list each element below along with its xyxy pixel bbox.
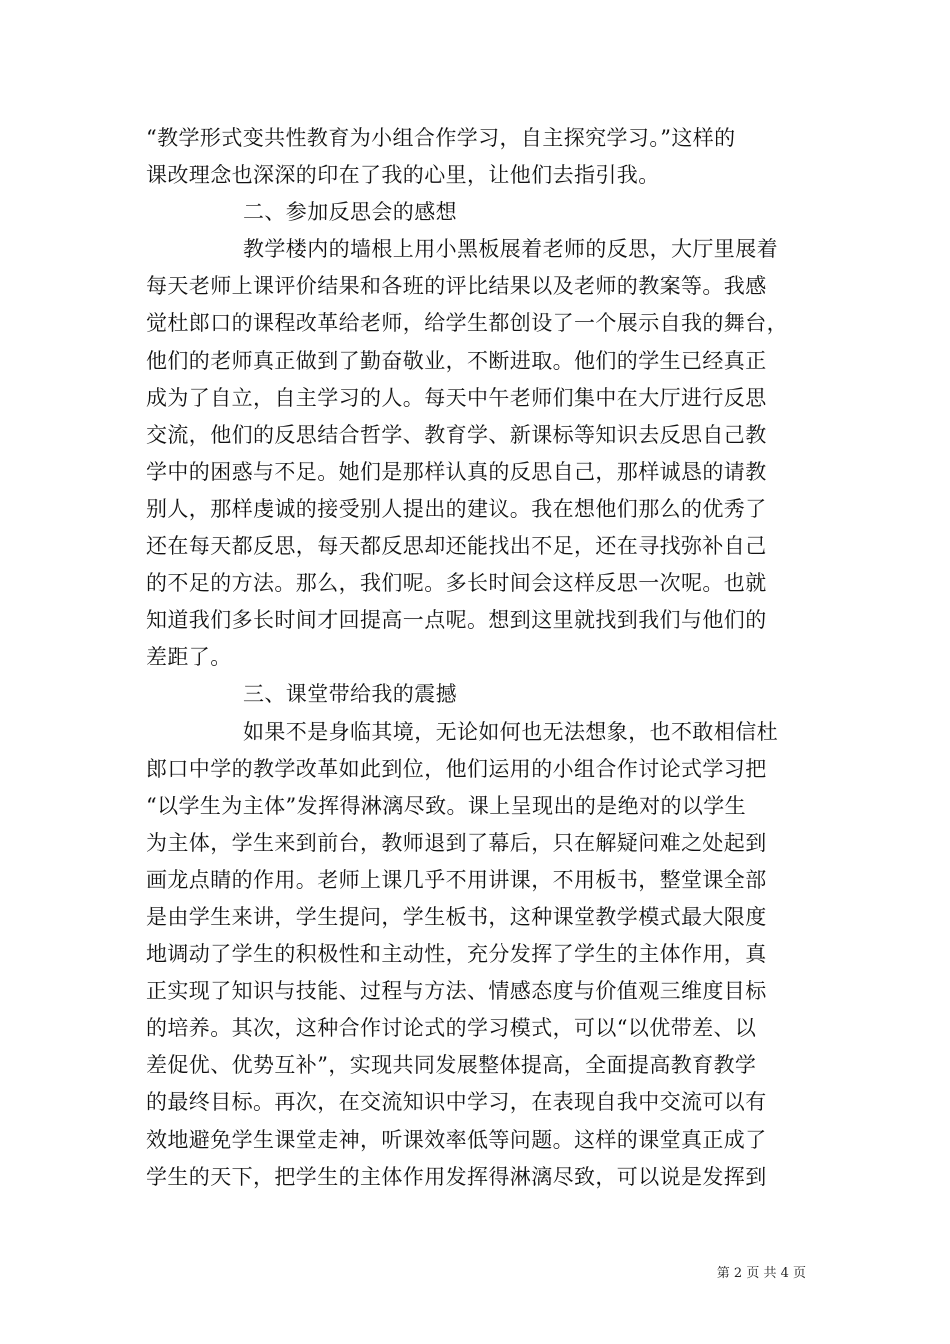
text-line: 郎口中学的教学改革如此到位，他们运用的小组合作讨论式学习把: [146, 756, 767, 781]
text-line: 效地避免学生课堂走神，听课效率低等问题。这样的课堂真正成了: [146, 1127, 767, 1152]
text-line: 的最终目标。再次，在交流知识中学习，在表现自我中交流可以有: [146, 1090, 767, 1115]
text-line: 是由学生来讲，学生提问，学生板书，这种课堂教学模式最大限度: [146, 904, 767, 929]
text-line: 地调动了学生的积极性和主动性，充分发挥了学生的主体作用，真: [146, 942, 767, 967]
text-line: 每天老师上课评价结果和各班的评比结果以及老师的教案等。我感: [146, 274, 767, 299]
section-heading: 二、参加反思会的感想: [243, 200, 457, 225]
text-line: 别人，那样虔诚的接受别人提出的建议。我在想他们那么的优秀了: [146, 496, 767, 521]
body-text: [146, 120, 816, 1196]
text-line: 学生的天下，把学生的主体作用发挥得淋漓尽致，可以说是发挥到: [146, 1164, 767, 1189]
text-line: 的不足的方法。那么，我们呢。多长时间会这样反思一次呢。也就: [146, 571, 767, 596]
section-heading: 三、课堂带给我的震撼: [243, 682, 457, 707]
text-line: 知道我们多长时间才回提高一点呢。想到这里就找到我们与他们的: [146, 608, 767, 633]
text-line: “以学生为主体”发挥得淋漓尽致。课上呈现出的是绝对的以学生: [146, 793, 747, 818]
text-line: 交流，他们的反思结合哲学、教育学、新课标等知识去反思自己教: [146, 422, 767, 447]
paragraph-start-line: 如果不是身临其境，无论如何也无法想象，也不敢相信杜: [243, 719, 778, 744]
text-line: 正实现了知识与技能、过程与方法、情感态度与价值观三维度目标: [146, 979, 767, 1004]
page-number-footer: 第 2 页 共 4 页: [716, 1266, 806, 1281]
text-line: 差促优、优势互补”，实现共同发展整体提高，全面提高教育教学: [146, 1053, 757, 1078]
text-line: 还在每天都反思，每天都反思却还能找出不足，还在寻找弥补自己: [146, 534, 767, 559]
text-line: 成为了自立，自主学习的人。每天中午老师们集中在大厅进行反思: [146, 385, 767, 410]
text-line: 差距了。: [146, 645, 232, 670]
paragraph-start-line: 教学楼内的墙根上用小黑板展着老师的反思，大厅里展着: [243, 237, 778, 262]
text-line: 的培养。其次，这种合作讨论式的学习模式，可以“以优带差、以: [146, 1016, 757, 1041]
text-line: 他们的老师真正做到了勤奋敬业，不断进取。他们的学生已经真正: [146, 348, 767, 373]
text-line: 画龙点睛的作用。老师上课几乎不用讲课，不用板书，整堂课全部: [146, 867, 767, 892]
text-line: 学中的困惑与不足。她们是那样认真的反思自己，那样诚恳的请教: [146, 459, 767, 484]
text-line: 觉杜郎口的课程改革给老师，给学生都创设了一个展示自我的舞台，: [146, 311, 788, 336]
text-line: 课改理念也深深的印在了我的心里，让他们去指引我。: [146, 163, 660, 188]
text-line: “教学形式变共性教育为小组合作学习，自主探究学习。”这样的: [146, 126, 736, 150]
text-line: 为主体，学生来到前台，教师退到了幕后，只在解疑问难之处起到: [146, 830, 767, 855]
